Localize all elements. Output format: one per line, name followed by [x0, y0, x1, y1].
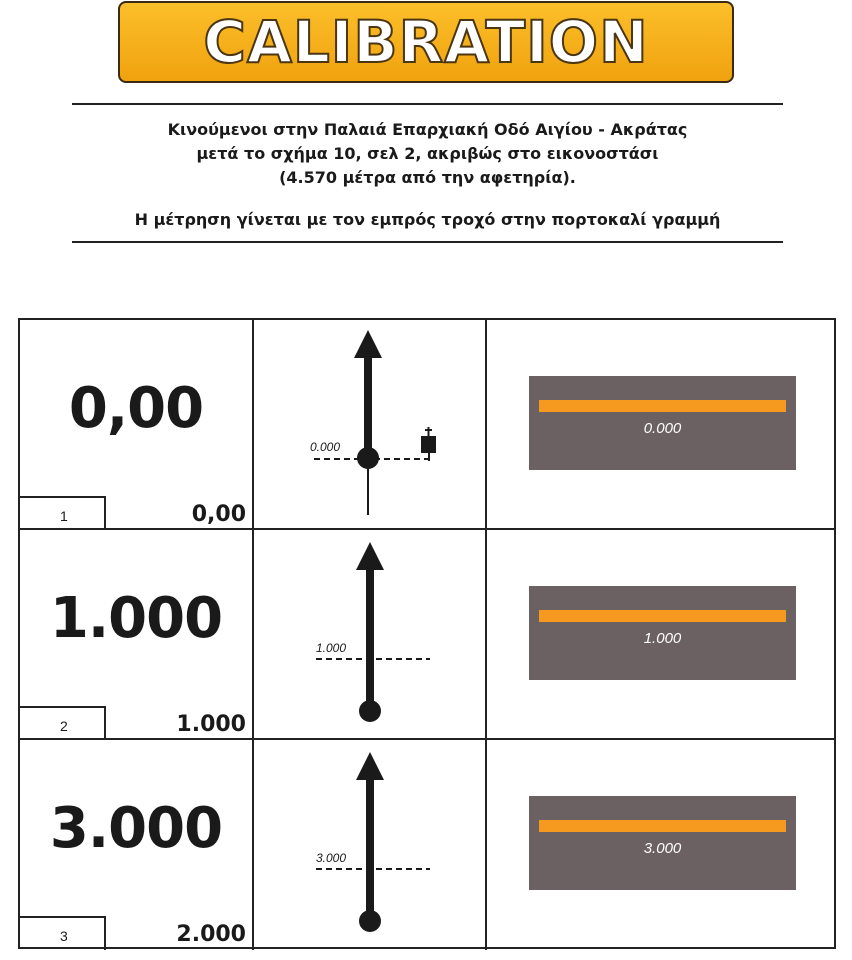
instruction-line: Κινούμενοι στην Παλαιά Επαρχιακή Οδό Αιγίου - Ακράτας [167, 120, 688, 139]
measurement-note [72, 208, 783, 232]
total-distance: 1.000 [176, 712, 246, 737]
row-index: 2 [60, 718, 68, 734]
route-line [366, 564, 374, 712]
instruction-line: (4.570 μέτρα από την αφετηρία). [279, 168, 576, 187]
total-distance: 2.000 [176, 922, 246, 947]
orange-line [539, 610, 786, 622]
table-row [20, 740, 834, 950]
calibration-table [18, 318, 836, 949]
diagram-label: 1.000 [316, 641, 347, 655]
diagram-label: 0.000 [310, 440, 341, 454]
page-title: CALIBRATION [203, 8, 649, 76]
row-index: 1 [60, 508, 68, 524]
shrine-icon [421, 436, 436, 453]
road-pad [529, 586, 796, 680]
pad-label: 3.000 [643, 840, 682, 857]
pad-cell [487, 530, 834, 740]
pad-cell [487, 740, 834, 950]
tulip-diagram-cell [254, 740, 487, 950]
instruction-line: μετά το σχήμα 10, σελ 2, ακριβώς στο εικονοστάσι [196, 144, 659, 163]
tulip-diagram [254, 740, 485, 950]
road-pad [529, 376, 796, 470]
pad-label: 1.000 [643, 630, 682, 647]
total-distance: 0,00 [191, 502, 246, 527]
arrow-head-icon [356, 752, 384, 780]
table-row [20, 530, 834, 740]
start-dot-icon [359, 700, 381, 722]
note-line: Η μέτρηση γίνεται με τον εμπρός τροχό στην πορτοκαλί γραμμή [134, 210, 721, 229]
tulip-diagram [254, 320, 485, 530]
partial-distance: 1.000 [49, 586, 223, 651]
orange-line [539, 820, 786, 832]
arrow-head-icon [354, 330, 382, 358]
arrow-head-icon [356, 542, 384, 570]
tulip-diagram [254, 530, 485, 740]
pad-label: 0.000 [643, 420, 682, 437]
start-dot-icon [359, 910, 381, 932]
instructions [72, 118, 783, 190]
diagram-label: 3.000 [316, 851, 347, 865]
route-line [364, 352, 372, 460]
route-line [366, 774, 374, 922]
partial-distance: 0,00 [68, 376, 204, 441]
row-index: 3 [60, 928, 68, 944]
distance-cell [20, 530, 254, 740]
start-dot-icon [357, 447, 379, 469]
distance-cell [20, 740, 254, 950]
pad-cell [487, 320, 834, 530]
tulip-diagram-cell [254, 320, 487, 530]
title-banner [118, 1, 734, 83]
bottom-rule [72, 241, 783, 243]
top-rule [72, 103, 783, 105]
partial-distance: 3.000 [49, 796, 223, 861]
distance-cell [20, 320, 254, 530]
tulip-diagram-cell [254, 530, 487, 740]
road-pad [529, 796, 796, 890]
table-row [20, 320, 834, 530]
orange-line [539, 400, 786, 412]
